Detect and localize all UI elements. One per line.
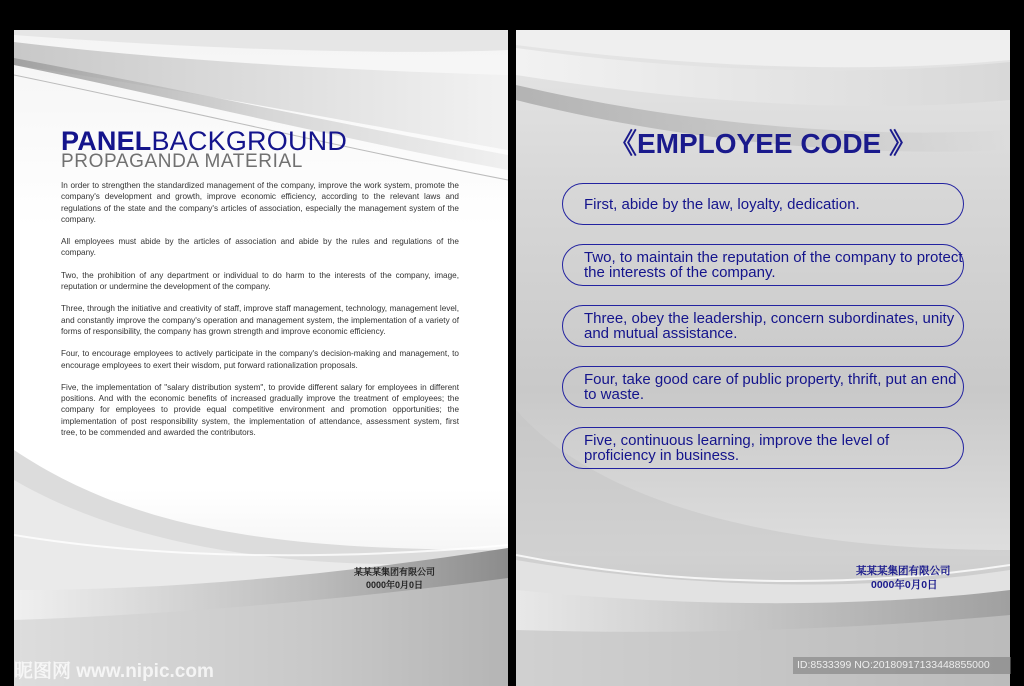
code-item-text: Two, to maintain the reputation of the company to protect the interests of the company. — [584, 249, 963, 281]
code-item — [562, 427, 964, 469]
paragraph: In order to strengthen the standardized management of the company, improve the work system, promote the company's development and growth, improve economic efficiency, according to the relevant laws and regulations of the state and the company's articles of association, especially the management system of the company. — [61, 181, 459, 224]
code-item-text: Three, obey the leadership, concern subordinates, unity and mutual assistance. — [584, 310, 955, 342]
paragraph: Three, through the initiative and creativity of staff, improve staff management, technology, management level, and constantly improve the company's operation and management system, the implementation of a variety of forms of responsibility, the company has grown strength and improve economic efficiency. — [61, 304, 459, 336]
company-name: 某某某集团有限公司 — [856, 565, 951, 577]
paragraph: Five, the implementation of "salary distribution system", to provide different salary for employees in different positions. And with the economic benefits of increased gradually improve the treatment of employees; the company for employees to provide equal competitive environment and promotion opportunities; the implementation of post responsibility system, the implementation of attendance, assessment system, first tree, to be commended and awarded the contributors. — [61, 382, 459, 438]
code-item — [562, 183, 964, 225]
code-item — [562, 366, 964, 408]
paragraph: Four, to encourage employees to actively participate in the company's decision-making and management, to encourage employees to exert their wisdom, put forward rationalization proposals. — [61, 349, 459, 370]
panel-title-bold: PANEL — [61, 126, 152, 156]
company-signature-left — [354, 566, 484, 592]
panel-subtitle: PROPAGANDA MATERIAL — [61, 151, 303, 172]
body-text — [61, 180, 459, 449]
company-date: 0000年0月0日 — [871, 579, 938, 591]
id-watermark: ID:8533399 NO:20180917133448855000 — [793, 657, 1011, 674]
site-watermark: 昵图网 www.nipic.com — [14, 661, 214, 682]
company-date: 0000年0月0日 — [366, 580, 424, 590]
paragraph: All employees must abide by the articles of association and abide by the rules and regulations of the company. — [61, 237, 459, 258]
employee-code-title: 《EMPLOYEE CODE 》 — [608, 128, 918, 159]
code-item-text: Five, continuous learning, improve the level of proficiency in business. — [584, 432, 890, 464]
code-item — [562, 244, 964, 286]
panel-title-rest: BACKGROUND — [151, 126, 348, 156]
company-name: 某某某集团有限公司 — [354, 567, 436, 577]
right-panel — [516, 30, 1010, 686]
code-item-text: Four, take good care of public property, thrift, put an end to waste. — [584, 371, 957, 403]
left-panel — [14, 30, 508, 686]
company-signature-right — [856, 564, 996, 592]
code-item-text: First, abide by the law, loyalty, dedication. — [584, 195, 860, 213]
code-item — [562, 305, 964, 347]
paragraph: Two, the prohibition of any department or individual to do harm to the interests of the company, image, reputation or undermine the development of the company. — [61, 270, 459, 292]
